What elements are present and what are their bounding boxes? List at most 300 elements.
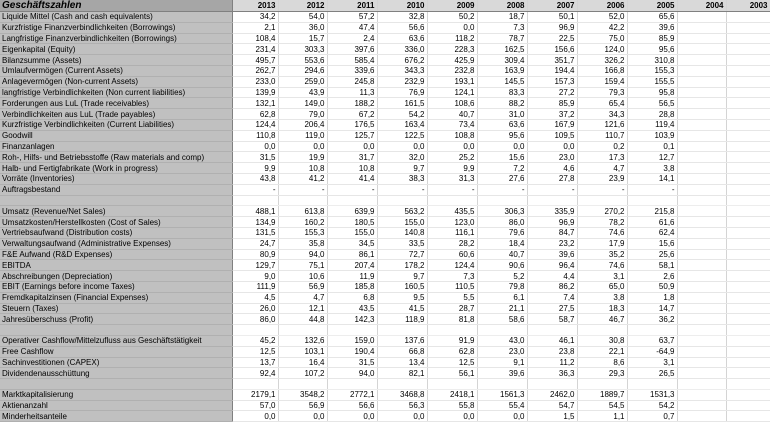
value-cell[interactable]: 96,9	[527, 217, 577, 228]
value-cell[interactable]: 34,5	[327, 238, 377, 249]
value-cell[interactable]	[677, 389, 726, 400]
value-cell[interactable]: 0,0	[477, 411, 527, 422]
value-cell[interactable]: 9,5	[377, 292, 427, 303]
value-cell[interactable]: 155,3	[278, 227, 327, 238]
row-label-cell[interactable]: Forderungen aus LuL (Trade receivables)	[0, 98, 232, 109]
value-cell[interactable]: 553,6	[278, 55, 327, 66]
value-cell[interactable]	[677, 44, 726, 55]
value-cell[interactable]	[726, 184, 770, 195]
value-cell[interactable]	[677, 281, 726, 292]
value-cell[interactable]: 4,4	[527, 271, 577, 282]
value-cell[interactable]	[278, 379, 327, 390]
value-cell[interactable]: 0,1	[627, 141, 677, 152]
value-cell[interactable]: 1,8	[627, 292, 677, 303]
value-cell[interactable]: 73,4	[427, 119, 477, 130]
row-label-cell[interactable]: Minderheitsanteile	[0, 411, 232, 422]
value-cell[interactable]: 103,1	[278, 346, 327, 357]
value-cell[interactable]: 31,3	[427, 173, 477, 184]
value-cell[interactable]: 91,9	[427, 335, 477, 346]
value-cell[interactable]	[726, 141, 770, 152]
value-cell[interactable]	[677, 55, 726, 66]
value-cell[interactable]: 66,8	[377, 346, 427, 357]
row-label-cell[interactable]: Eigenkapital (Equity)	[0, 44, 232, 55]
value-cell[interactable]	[677, 292, 726, 303]
value-cell[interactable]	[726, 271, 770, 282]
value-cell[interactable]: 57,2	[327, 12, 377, 23]
value-cell[interactable]	[427, 379, 477, 390]
value-cell[interactable]: 30,8	[577, 335, 627, 346]
row-label-cell[interactable]	[0, 195, 232, 206]
year-header-cell[interactable]: 2006	[577, 0, 627, 12]
value-cell[interactable]: 6,1	[477, 292, 527, 303]
value-cell[interactable]	[677, 163, 726, 174]
value-cell[interactable]: 74,6	[577, 227, 627, 238]
value-cell[interactable]: 0,7	[627, 411, 677, 422]
row-label-cell[interactable]: langfristige Verbindlichkeiten (Non current liabilities)	[0, 87, 232, 98]
value-cell[interactable]	[377, 195, 427, 206]
value-cell[interactable]	[726, 163, 770, 174]
value-cell[interactable]: 54,0	[278, 12, 327, 23]
value-cell[interactable]: 17,9	[577, 238, 627, 249]
value-cell[interactable]: 110,5	[427, 281, 477, 292]
value-cell[interactable]	[327, 379, 377, 390]
value-cell[interactable]: 56,9	[278, 281, 327, 292]
value-cell[interactable]: 94,0	[278, 249, 327, 260]
value-cell[interactable]	[677, 33, 726, 44]
row-label-cell[interactable]: Umlaufvermögen (Current Assets)	[0, 65, 232, 76]
row-label-cell[interactable]	[0, 325, 232, 336]
value-cell[interactable]: 88,2	[477, 98, 527, 109]
value-cell[interactable]	[377, 379, 427, 390]
value-cell[interactable]: 78,7	[477, 33, 527, 44]
value-cell[interactable]	[726, 249, 770, 260]
row-label-cell[interactable]: Kurzfristige Verbindlichkeiten (Current Liabilities)	[0, 119, 232, 130]
value-cell[interactable]: 0,0	[278, 411, 327, 422]
row-label-cell[interactable]: EBITDA	[0, 260, 232, 271]
value-cell[interactable]	[677, 217, 726, 228]
value-cell[interactable]: 80,9	[232, 249, 278, 260]
value-cell[interactable]: 56,3	[377, 400, 427, 411]
value-cell[interactable]: 116,1	[427, 227, 477, 238]
value-cell[interactable]: 339,6	[327, 65, 377, 76]
value-cell[interactable]: 585,4	[327, 55, 377, 66]
value-cell[interactable]	[726, 357, 770, 368]
value-cell[interactable]: 149,0	[278, 98, 327, 109]
value-cell[interactable]: 31,7	[327, 152, 377, 163]
value-cell[interactable]: 25,2	[427, 152, 477, 163]
value-cell[interactable]: 55,4	[477, 400, 527, 411]
value-cell[interactable]: 11,2	[527, 357, 577, 368]
value-cell[interactable]: -	[232, 184, 278, 195]
value-cell[interactable]: 42,2	[577, 22, 627, 33]
value-cell[interactable]: 124,4	[232, 119, 278, 130]
value-cell[interactable]: 95,8	[627, 87, 677, 98]
value-cell[interactable]: 74,6	[577, 260, 627, 271]
value-cell[interactable]: 41,5	[377, 303, 427, 314]
value-cell[interactable]	[726, 346, 770, 357]
value-cell[interactable]: 9,7	[377, 163, 427, 174]
value-cell[interactable]: 43,5	[327, 303, 377, 314]
value-cell[interactable]: 34,3	[577, 109, 627, 120]
value-cell[interactable]: 336,0	[377, 44, 427, 55]
value-cell[interactable]: 27,5	[527, 303, 577, 314]
value-cell[interactable]: 18,7	[477, 12, 527, 23]
row-label-cell[interactable]: Vorräte (Inventories)	[0, 173, 232, 184]
value-cell[interactable]: 0,0	[377, 411, 427, 422]
value-cell[interactable]: 22,5	[527, 33, 577, 44]
value-cell[interactable]: 76,9	[377, 87, 427, 98]
value-cell[interactable]	[726, 55, 770, 66]
value-cell[interactable]	[677, 357, 726, 368]
value-cell[interactable]: 41,2	[278, 173, 327, 184]
value-cell[interactable]: 0,0	[327, 141, 377, 152]
value-cell[interactable]: 79,0	[278, 109, 327, 120]
value-cell[interactable]	[477, 195, 527, 206]
year-header-cell[interactable]: 2005	[627, 0, 677, 12]
value-cell[interactable]: 50,1	[527, 12, 577, 23]
value-cell[interactable]	[726, 379, 770, 390]
value-cell[interactable]	[726, 76, 770, 87]
row-label-cell[interactable]: Kurzfristige Finanzverbindlichkeiten (Borrowings)	[0, 22, 232, 33]
year-header-cell[interactable]: 2004	[677, 0, 726, 12]
value-cell[interactable]: 103,9	[627, 130, 677, 141]
value-cell[interactable]	[726, 98, 770, 109]
value-cell[interactable]: 4,6	[527, 163, 577, 174]
value-cell[interactable]: 65,4	[577, 98, 627, 109]
value-cell[interactable]: 306,3	[477, 206, 527, 217]
value-cell[interactable]: 2,1	[232, 22, 278, 33]
year-header-cell[interactable]: 2013	[232, 0, 278, 12]
value-cell[interactable]: 180,5	[327, 217, 377, 228]
value-cell[interactable]	[726, 325, 770, 336]
value-cell[interactable]	[677, 335, 726, 346]
value-cell[interactable]: 63,7	[627, 335, 677, 346]
value-cell[interactable]: 62,8	[232, 109, 278, 120]
value-cell[interactable]: 75,0	[577, 33, 627, 44]
value-cell[interactable]: 31,0	[477, 109, 527, 120]
value-cell[interactable]	[677, 130, 726, 141]
value-cell[interactable]: 58,1	[627, 260, 677, 271]
value-cell[interactable]: 163,9	[477, 65, 527, 76]
value-cell[interactable]: 131,5	[232, 227, 278, 238]
value-cell[interactable]: 262,7	[232, 65, 278, 76]
value-cell[interactable]: 22,1	[577, 346, 627, 357]
value-cell[interactable]: 0,0	[232, 141, 278, 152]
row-label-cell[interactable]: Anlagevermögen (Non-current Assets)	[0, 76, 232, 87]
row-label-cell[interactable]: Goodwill	[0, 130, 232, 141]
value-cell[interactable]: 207,4	[327, 260, 377, 271]
value-cell[interactable]: 118,2	[427, 33, 477, 44]
value-cell[interactable]	[677, 76, 726, 87]
value-cell[interactable]	[677, 98, 726, 109]
value-cell[interactable]: 119,4	[627, 119, 677, 130]
value-cell[interactable]: 2,6	[627, 271, 677, 282]
value-cell[interactable]	[677, 238, 726, 249]
value-cell[interactable]: 303,3	[278, 44, 327, 55]
value-cell[interactable]: 2,4	[327, 33, 377, 44]
value-cell[interactable]: 90,6	[477, 260, 527, 271]
value-cell[interactable]	[232, 195, 278, 206]
value-cell[interactable]: 162,5	[477, 44, 527, 55]
value-cell[interactable]: 11,3	[327, 87, 377, 98]
value-cell[interactable]: 5,5	[427, 292, 477, 303]
value-cell[interactable]: 38,3	[377, 173, 427, 184]
value-cell[interactable]: 176,5	[327, 119, 377, 130]
value-cell[interactable]: 7,3	[477, 22, 527, 33]
value-cell[interactable]: 110,8	[232, 130, 278, 141]
value-cell[interactable]: 167,9	[527, 119, 577, 130]
value-cell[interactable]: 39,6	[477, 368, 527, 379]
value-cell[interactable]: 1561,3	[477, 389, 527, 400]
value-cell[interactable]: 39,6	[527, 249, 577, 260]
value-cell[interactable]: 85,9	[527, 98, 577, 109]
value-cell[interactable]: 4,7	[577, 163, 627, 174]
row-label-cell[interactable]: Halb- und Fertigfabrikate (Work in progress)	[0, 163, 232, 174]
value-cell[interactable]	[627, 325, 677, 336]
value-cell[interactable]	[726, 195, 770, 206]
value-cell[interactable]: 40,7	[427, 109, 477, 120]
value-cell[interactable]: 2418,1	[427, 389, 477, 400]
value-cell[interactable]: 31,5	[327, 357, 377, 368]
value-cell[interactable]	[677, 260, 726, 271]
value-cell[interactable]: 4,7	[278, 292, 327, 303]
value-cell[interactable]: 45,2	[232, 335, 278, 346]
value-cell[interactable]: 178,2	[377, 260, 427, 271]
value-cell[interactable]: 108,4	[232, 33, 278, 44]
value-cell[interactable]: 35,8	[278, 238, 327, 249]
value-cell[interactable]: 157,3	[527, 76, 577, 87]
row-label-cell[interactable]: Sachinvestitionen (CAPEX)	[0, 357, 232, 368]
value-cell[interactable]: 46,7	[577, 314, 627, 325]
value-cell[interactable]: 52,0	[577, 12, 627, 23]
value-cell[interactable]	[527, 325, 577, 336]
value-cell[interactable]: 155,3	[627, 65, 677, 76]
value-cell[interactable]: 92,4	[232, 368, 278, 379]
value-cell[interactable]	[726, 292, 770, 303]
value-cell[interactable]: 326,2	[577, 55, 627, 66]
value-cell[interactable]: 139,9	[232, 87, 278, 98]
value-cell[interactable]: 12,5	[427, 357, 477, 368]
value-cell[interactable]: 119,0	[278, 130, 327, 141]
row-label-cell[interactable]: Finanzanlagen	[0, 141, 232, 152]
value-cell[interactable]: 155,0	[327, 227, 377, 238]
value-cell[interactable]: 676,2	[377, 55, 427, 66]
value-cell[interactable]: 54,7	[527, 400, 577, 411]
value-cell[interactable]	[726, 22, 770, 33]
value-cell[interactable]: 63,6	[377, 33, 427, 44]
value-cell[interactable]: 563,2	[377, 206, 427, 217]
value-cell[interactable]: 86,0	[232, 314, 278, 325]
value-cell[interactable]	[726, 87, 770, 98]
value-cell[interactable]: 3,1	[627, 357, 677, 368]
value-cell[interactable]: -	[377, 184, 427, 195]
value-cell[interactable]: 65,0	[577, 281, 627, 292]
value-cell[interactable]	[726, 206, 770, 217]
value-cell[interactable]	[477, 379, 527, 390]
value-cell[interactable]: 107,2	[278, 368, 327, 379]
value-cell[interactable]	[677, 303, 726, 314]
value-cell[interactable]: 10,8	[327, 163, 377, 174]
value-cell[interactable]: 108,6	[427, 98, 477, 109]
value-cell[interactable]	[726, 44, 770, 55]
value-cell[interactable]: 6,8	[327, 292, 377, 303]
value-cell[interactable]: 2462,0	[527, 389, 577, 400]
value-cell[interactable]: 29,3	[577, 368, 627, 379]
value-cell[interactable]: 10,6	[278, 271, 327, 282]
value-cell[interactable]: 132,1	[232, 98, 278, 109]
value-cell[interactable]: 228,3	[427, 44, 477, 55]
value-cell[interactable]	[726, 389, 770, 400]
value-cell[interactable]: 82,1	[377, 368, 427, 379]
value-cell[interactable]	[677, 368, 726, 379]
value-cell[interactable]	[677, 206, 726, 217]
value-cell[interactable]	[677, 379, 726, 390]
value-cell[interactable]: 14,1	[627, 173, 677, 184]
row-label-cell[interactable]: Liquide Mittel (Cash and cash equivalents)	[0, 12, 232, 23]
value-cell[interactable]: 95,6	[627, 44, 677, 55]
value-cell[interactable]: 5,2	[477, 271, 527, 282]
value-cell[interactable]	[726, 400, 770, 411]
value-cell[interactable]: 488,1	[232, 206, 278, 217]
year-header-cell[interactable]: 2008	[477, 0, 527, 12]
value-cell[interactable]: -	[427, 184, 477, 195]
value-cell[interactable]: 7,4	[527, 292, 577, 303]
value-cell[interactable]: 335,9	[527, 206, 577, 217]
value-cell[interactable]: 185,8	[327, 281, 377, 292]
value-cell[interactable]: 206,4	[278, 119, 327, 130]
value-cell[interactable]: 23,8	[527, 346, 577, 357]
value-cell[interactable]	[677, 271, 726, 282]
value-cell[interactable]: 0,0	[232, 411, 278, 422]
value-cell[interactable]: 23,9	[577, 173, 627, 184]
value-cell[interactable]: 159,0	[327, 335, 377, 346]
value-cell[interactable]	[577, 379, 627, 390]
row-label-cell[interactable]: F&E Aufwand (R&D Expenses)	[0, 249, 232, 260]
value-cell[interactable]	[677, 119, 726, 130]
value-cell[interactable]: 44,8	[278, 314, 327, 325]
value-cell[interactable]: 425,9	[427, 55, 477, 66]
value-cell[interactable]: 0,0	[377, 141, 427, 152]
row-label-cell[interactable]: Verbindlichkeiten aus LuL (Trade payables)	[0, 109, 232, 120]
value-cell[interactable]: 40,7	[477, 249, 527, 260]
value-cell[interactable]	[677, 184, 726, 195]
value-cell[interactable]	[726, 227, 770, 238]
value-cell[interactable]: 0,0	[527, 141, 577, 152]
value-cell[interactable]	[726, 335, 770, 346]
value-cell[interactable]: -	[278, 184, 327, 195]
value-cell[interactable]	[726, 303, 770, 314]
value-cell[interactable]: 124,4	[427, 260, 477, 271]
value-cell[interactable]: 62,4	[627, 227, 677, 238]
value-cell[interactable]: 11,9	[327, 271, 377, 282]
value-cell[interactable]: 36,0	[278, 22, 327, 33]
value-cell[interactable]	[677, 22, 726, 33]
value-cell[interactable]: 125,7	[327, 130, 377, 141]
value-cell[interactable]: 110,7	[577, 130, 627, 141]
value-cell[interactable]: 54,5	[577, 400, 627, 411]
value-cell[interactable]	[377, 325, 427, 336]
value-cell[interactable]: 7,2	[477, 163, 527, 174]
value-cell[interactable]: 2179,1	[232, 389, 278, 400]
row-label-cell[interactable]: Marktkapitalisierung	[0, 389, 232, 400]
value-cell[interactable]: 245,8	[327, 76, 377, 87]
row-label-cell[interactable]: Auftragsbestand	[0, 184, 232, 195]
value-cell[interactable]: 3548,2	[278, 389, 327, 400]
value-cell[interactable]: 145,5	[477, 76, 527, 87]
value-cell[interactable]	[327, 325, 377, 336]
value-cell[interactable]: 28,7	[427, 303, 477, 314]
value-cell[interactable]: 123,0	[427, 217, 477, 228]
value-cell[interactable]: 270,2	[577, 206, 627, 217]
value-cell[interactable]: 109,5	[527, 130, 577, 141]
value-cell[interactable]: 15,6	[627, 238, 677, 249]
value-cell[interactable]	[327, 195, 377, 206]
value-cell[interactable]	[677, 173, 726, 184]
value-cell[interactable]	[527, 379, 577, 390]
value-cell[interactable]: 86,2	[527, 281, 577, 292]
value-cell[interactable]: 0,2	[577, 141, 627, 152]
value-cell[interactable]: 129,7	[232, 260, 278, 271]
value-cell[interactable]: 67,2	[327, 109, 377, 120]
value-cell[interactable]: 3,1	[577, 271, 627, 282]
value-cell[interactable]: 56,5	[627, 98, 677, 109]
value-cell[interactable]: 14,7	[627, 303, 677, 314]
value-cell[interactable]: 33,5	[377, 238, 427, 249]
value-cell[interactable]	[427, 325, 477, 336]
value-cell[interactable]: 61,6	[627, 217, 677, 228]
value-cell[interactable]: -	[327, 184, 377, 195]
value-cell[interactable]: 12,5	[232, 346, 278, 357]
value-cell[interactable]: 309,4	[477, 55, 527, 66]
value-cell[interactable]: 46,1	[527, 335, 577, 346]
value-cell[interactable]: 54,2	[627, 400, 677, 411]
value-cell[interactable]	[527, 195, 577, 206]
row-label-cell[interactable]	[0, 379, 232, 390]
row-label-cell[interactable]: Jahresüberschuss (Profit)	[0, 314, 232, 325]
value-cell[interactable]: 193,1	[427, 76, 477, 87]
value-cell[interactable]: 86,1	[327, 249, 377, 260]
value-cell[interactable]: 613,8	[278, 206, 327, 217]
value-cell[interactable]: 2772,1	[327, 389, 377, 400]
year-header-cell[interactable]: 2012	[278, 0, 327, 12]
value-cell[interactable]: 56,6	[327, 400, 377, 411]
value-cell[interactable]: 233,0	[232, 76, 278, 87]
value-cell[interactable]: 124,1	[427, 87, 477, 98]
value-cell[interactable]: -	[577, 184, 627, 195]
row-label-cell[interactable]: Aktienanzahl	[0, 400, 232, 411]
value-cell[interactable]: 27,6	[477, 173, 527, 184]
value-cell[interactable]: 75,1	[278, 260, 327, 271]
value-cell[interactable]: 65,6	[627, 12, 677, 23]
value-cell[interactable]	[477, 325, 527, 336]
value-cell[interactable]: 8,6	[577, 357, 627, 368]
value-cell[interactable]	[278, 195, 327, 206]
value-cell[interactable]	[726, 33, 770, 44]
value-cell[interactable]: 232,8	[427, 65, 477, 76]
value-cell[interactable]: 122,5	[377, 130, 427, 141]
value-cell[interactable]: 58,7	[527, 314, 577, 325]
value-cell[interactable]: 47,4	[327, 22, 377, 33]
year-header-cell[interactable]: 2003	[726, 0, 770, 12]
value-cell[interactable]: 41,4	[327, 173, 377, 184]
value-cell[interactable]: 32,0	[377, 152, 427, 163]
value-cell[interactable]	[726, 119, 770, 130]
value-cell[interactable]: 36,2	[627, 314, 677, 325]
row-label-cell[interactable]: Roh-, Hilfs- und Betriebsstoffe (Raw materials and comp)	[0, 152, 232, 163]
value-cell[interactable]: 111,9	[232, 281, 278, 292]
value-cell[interactable]: 163,4	[377, 119, 427, 130]
value-cell[interactable]: 57,0	[232, 400, 278, 411]
